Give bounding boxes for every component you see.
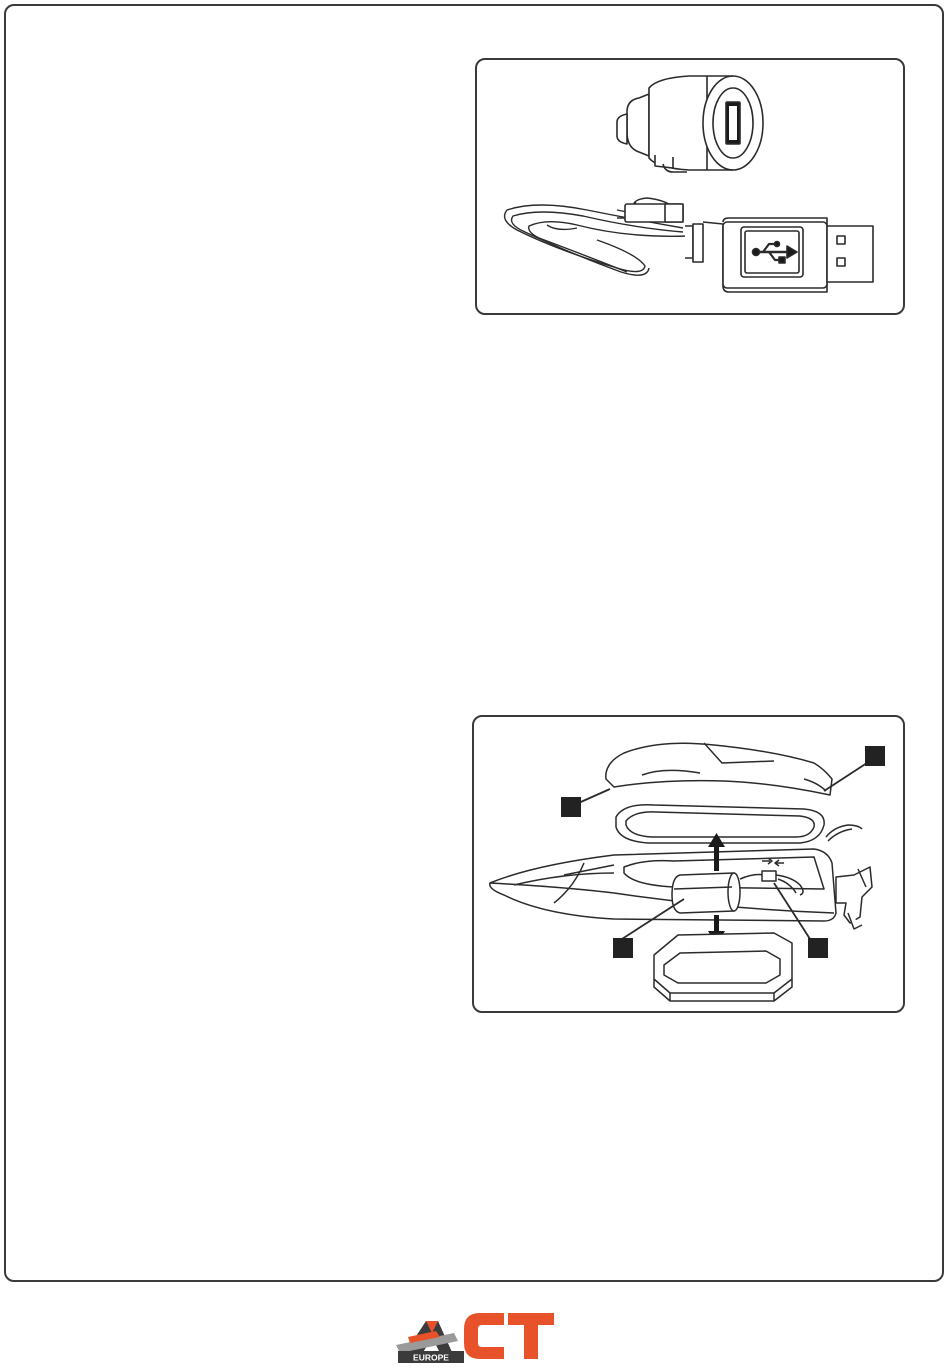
svg-text:EUROPE: EUROPE	[413, 1352, 449, 1363]
boat-illustration	[474, 717, 907, 1015]
charger-figure	[475, 58, 905, 315]
battery-pack-icon	[672, 873, 740, 913]
callout-marker-1	[561, 797, 581, 817]
boat-stand-icon	[654, 933, 792, 1001]
callout-marker-3	[613, 938, 633, 958]
seal-gasket-icon	[616, 805, 824, 843]
battery-plug-icon	[625, 204, 683, 222]
callout-marker-2	[865, 746, 885, 766]
hatch-cover-icon	[606, 743, 832, 795]
usb-plug-icon	[685, 218, 873, 292]
charger-illustration	[477, 60, 907, 317]
act-europe-logo	[396, 1303, 556, 1365]
boat-battery-figure	[472, 715, 905, 1013]
callout-marker-4	[808, 938, 828, 958]
car-charger-icon	[617, 76, 763, 172]
